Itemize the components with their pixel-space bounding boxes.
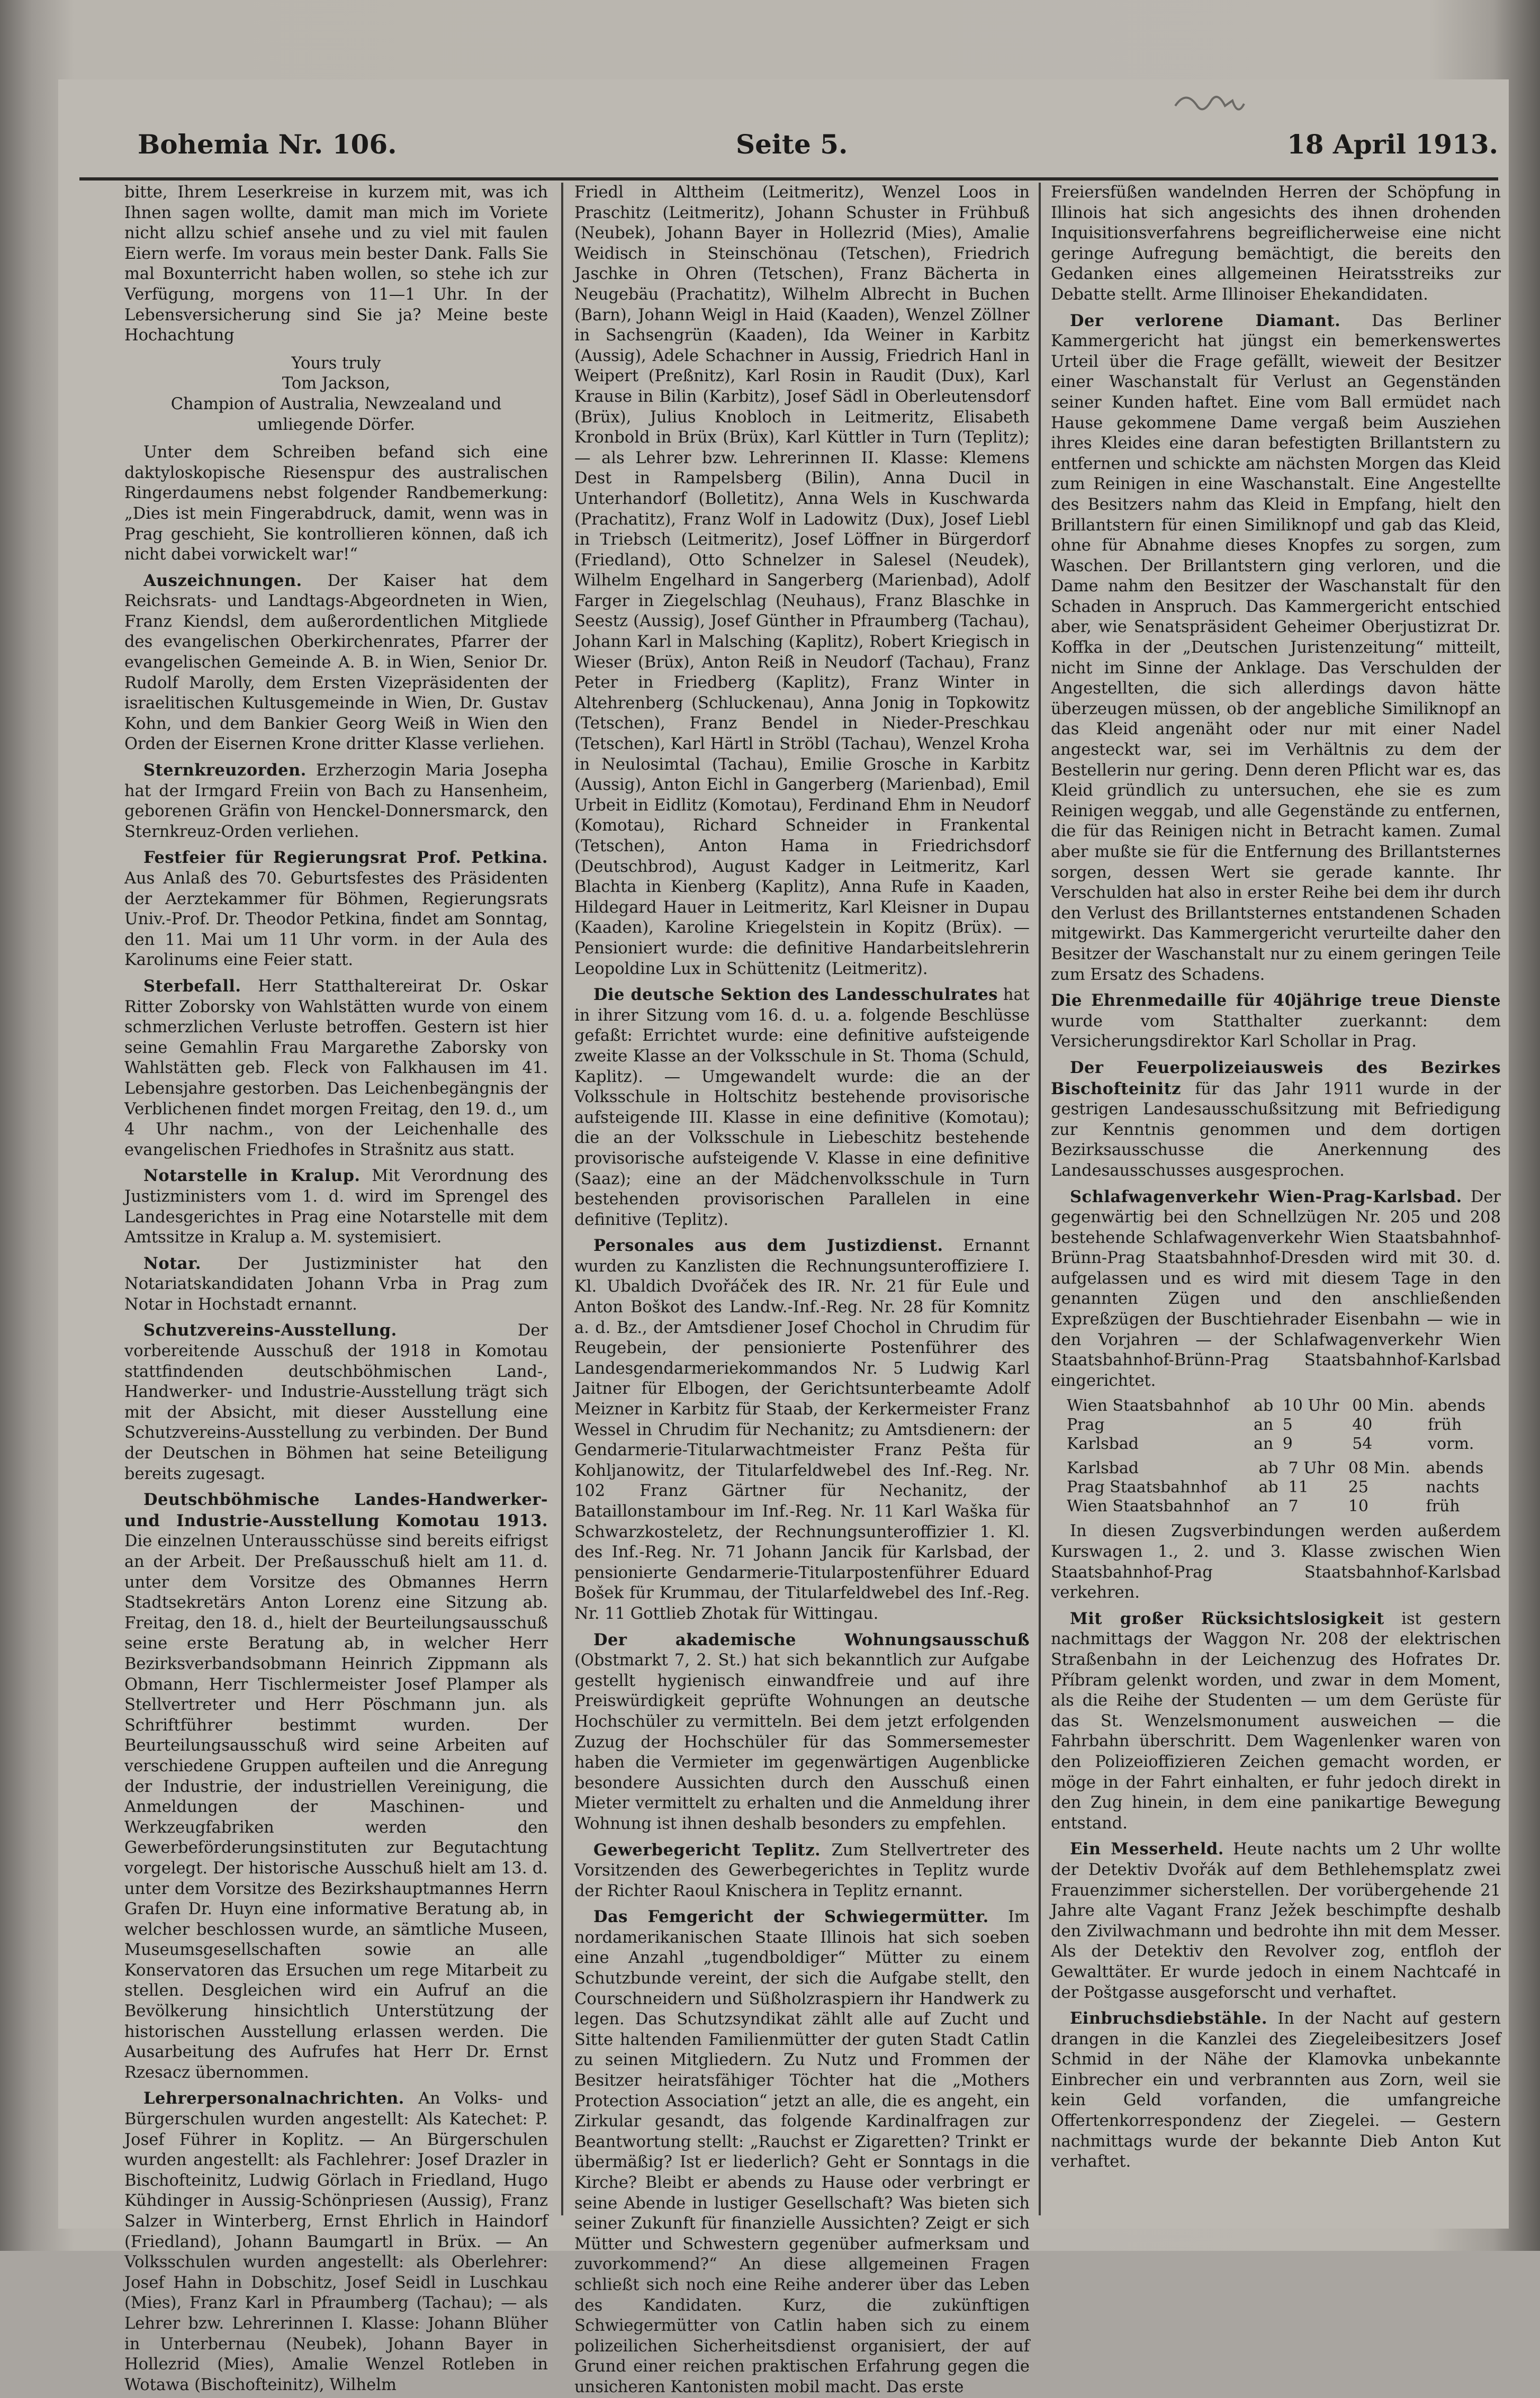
article-heading: Der Feuerpolizeiausweis des Bezirkes Bischofteinitz: [1051, 1058, 1501, 1098]
timetable-cell: ab: [1258, 1478, 1278, 1497]
timetable-cell: an: [1254, 1416, 1274, 1435]
timetable-row: [1064, 1459, 1496, 1478]
article-heading: Die Ehrenmedaille für 40jährige treue Dienste: [1051, 991, 1501, 1011]
header-rule: [79, 177, 1498, 181]
article-heading: Mit großer Rücksichtslosigkeit: [1070, 1609, 1384, 1628]
article-paragraph: [1051, 183, 1501, 305]
article-paragraph: [124, 2088, 548, 2395]
issue-date: 18 April 1913.: [1286, 129, 1498, 160]
article-body: Erzherzogin Maria Josepha hat der Irmgard Freiin von Bach zu Hansenheim, geborenen Gräfin von Henckel-Donnersmarck, den Sternkreuz-Orden verliehen.: [124, 761, 548, 841]
timetable-cell: 7 Uhr: [1288, 1459, 1335, 1478]
article-heading: Der akademische Wohnungsausschuß: [593, 1630, 1030, 1649]
article-body: Im nordamerikanischen Staate Illinois hat sich soeben eine Anzahl „tugendboldiger“ Mütter zu einem Schutzbunde vereint, der sich die Aufgabe stellt, den Courschneidern und Süßholzraspiern ihr Handwerk zu legen. Das Schutzsyndikat zählt alle auf Zucht und Sitte haltenden Familienmütter der guten Stadt Catlin zu seinen Mitgliedern. Zu Nutz und Frommen der Besitzer heiratsfähiger Töchter hat die „Mothers Protection Association“ jetzt an alle, die es angeht, ein Zirkular gesandt, das folgende Kardinalfragen zur Beantwortung stellt: „Rauchst er Zigaretten? Trinkt er übermäßig? Ist er liederlich? Geht er Sonntags in die Kirche? Bleibt er abends zu Hause oder verbringt er seine Abende in lustiger Gesellschaft? Was bieten sich seiner Zukunft für finanzielle Aussichten? Zeigt er sich Mütter und Schwestern gegenüber aufmerksam und zuvorkommend?“ An diese allgemeinen Fragen schließt sich noch eine Reihe anderer über das Leben des Kandidaten. Kurz, die zukünftigen Schwiegermütter von Catlin haben sich zu einem polizeilichen Sicherheitsdienst organisiert, der auf Grund einer reichen praktischen Erfahrung gegen die unsicheren Kantonisten mobil macht. Das erste: [574, 1908, 1030, 2396]
article-heading: Einbruchsdiebstähle.: [1070, 2009, 1267, 2029]
article-body: bitte, Ihrem Leserkreise in kurzem mit, was ich Ihnen sagen wollte, damit man mich im Voriete nicht allzu schief ansehe und zu viel mit faulen Eiern werfe. Im voraus mein bester Dank. Falls Sie mal Boxunterricht haben wollen, so stehe ich zur Verfügung, morgens von 11—1 Uhr. In der Lebensversicherung sind Sie ja? Meine beste Hochachtung: [124, 183, 548, 345]
article-body: An Volks- und Bürgerschulen wurden angestellt: Als Katechet: P. Josef Führer in Koplitz. — An Bürgerschulen wurden angestellt: als Fachlehrer: Josef Drazler in Bischofteinitz, Ludwig Görlach in Friedland, Hugo Kühdinger in Aussig-Schönpriesen (Aussig), Franz Salzer in Winterberg, Ernst Ehrlich in Haindorf (Friedland), Johann Baumgartl in Brüx. — An Volksschulen wurden angestellt: als Oberlehrer: Josef Hahn in Dobschitz, Josef Seidl in Luschkau (Mies), Franz Karl in Pfraumberg (Tachau); — als Lehrer bzw. Lehrerinnen I. Klasse: Johann Blüher in Unterbernau (Neubek), Johann Bayer in Hollezrid (Mies), Amalie Wenzel Rotleben in Wotawa (Bischofteinitz), Wilhelm: [124, 2089, 548, 2394]
column-divider: [561, 183, 563, 2215]
timetable-cell: nachts: [1426, 1478, 1480, 1497]
timetable-row: [1064, 1435, 1496, 1454]
column-1: [124, 183, 548, 2394]
column-2: [574, 183, 1030, 2396]
article-body: Der Justizminister hat den Notariatskandidaten Johann Vrba in Prag zum Notar in Hochstadt ernannt.: [124, 1254, 548, 1314]
timetable-cell: Wien Staatsbahnhof: [1067, 1396, 1229, 1416]
article-heading: Schutzvereins-Ausstellung.: [143, 1321, 397, 1340]
article-body: (Obstmarkt 7, 2. St.) hat sich bekanntlich zur Aufgabe gestellt hygienisch einwandfreie und auf ihre Preiswürdigkeit geprüfte Wohnungen an deutsche Hochschüler zu vermitteln. Bei dem jetzt erfolgenden Zuzug der Hochschüler für das Sommersemester haben die Vermieter im gegenwärtigen Augenblicke besondere Aussichten durch den Ausschuß einen Mieter vermittelt zu erhalten und die Anmeldung ihrer Wohnung ist ihnen deshalb besonders zu empfehlen.: [574, 1651, 1030, 1833]
article-paragraph: [1051, 1058, 1501, 1182]
timetable-cell: 40: [1352, 1416, 1373, 1435]
article-paragraph: [1051, 1609, 1501, 1834]
article-paragraph: [574, 1907, 1030, 2397]
article-paragraph: [124, 183, 548, 346]
article-heading: Der verlorene Diamant.: [1070, 311, 1341, 330]
article-paragraph: [1051, 1187, 1501, 1392]
page-number: Seite 5.: [736, 129, 848, 160]
timetable-row: [1064, 1396, 1496, 1416]
timetable-cell: Karlsbad: [1067, 1459, 1139, 1478]
article-paragraph: [1051, 990, 1501, 1052]
timetable-row: [1064, 1497, 1496, 1516]
article-paragraph: [1051, 311, 1501, 986]
article-body: Der Kaiser hat dem Reichsrats- und Landtags-Abgeordneten in Wien, Franz Kiendsl, dem außerordentlichen Mitgliede des evangelischen Oberkirchenrates, Pfarrer der evangelischen Gemeinde A. B. in Wien, Senior Dr. Rudolf Marolly, dem Ersten Vizepräsidenten der israelitischen Kultusgemeinde in Wien, Dr. Gustav Kohn, und dem Bankier Georg Weiß in Wien den Orden der Eisernen Krone dritter Klasse verliehen.: [124, 571, 548, 754]
article-body: Aus Anlaß des 70. Geburtsfestes des Präsidenten der Aerztekammer für Böhmen, Regierungsrats Univ.-Prof. Dr. Theodor Petkina, findet am Sonntag, den 11. Mai um 11 Uhr vorm. in der Aula des Karolinums eine Feier statt.: [124, 869, 548, 970]
timetable-row: [1064, 1478, 1496, 1497]
article-paragraph: [124, 976, 548, 1160]
article-body: Mit Verordnung des Justizministers vom 1. d. wird im Sprengel des Landesgerichtes in Prag eine Notarstelle mit dem Amtssitze in Kralup a. M. systemisiert.: [124, 1167, 548, 1247]
timetable-cell: an: [1254, 1435, 1274, 1454]
article-body: hat in ihrer Sitzung vom 16. d. u. a. folgende Beschlüsse gefaßt: Errichtet wurde: eine definitive aufsteigende zweite Klasse an der Volksschule in St. Thoma (Schuld, Kaplitz). — Umgewandelt wurde: die an der Volksschule in Holtschitz bestehende provisorische aufsteigende III. Klasse in eine definitive (Komotau); die an der Volksschule in Liebeschitz bestehende provisorische aufsteigende V. Klasse in eine definitive (Saaz); eine an der Mädchenvolksschule in Turn bestehenden provisorischen Parallelen in eine definitive (Teplitz).: [574, 986, 1030, 1229]
timetable-cell: 54: [1352, 1435, 1373, 1454]
timetable-cell: früh: [1426, 1497, 1460, 1516]
article-body: In der Nacht auf gestern drangen in die Kanzlei des Ziegeleibesitzers Josef Schmid in der Nähe der Klamovka unbekannte Einbrecher ein und verbrannten aus Zorn, weil sie kein Geld vorfanden, die umfangreiche Offertenkorrespondenz der Ziegelei. — Gestern nachmittags wurde der bekannte Dieb Anton Kut verhaftet.: [1051, 2009, 1501, 2171]
timetable-cell: früh: [1428, 1416, 1462, 1435]
article-heading: Die deutsche Sektion des Landesschulrates: [593, 985, 998, 1005]
paper-title: Bohemia Nr. 106.: [138, 129, 397, 160]
article-heading: Deutschböhmische Landes-Handwerker- und Industrie-Ausstellung Komotau 1913.: [124, 1490, 548, 1530]
article-body: Freiersfüßen wandelnden Herren der Schöpfung in Illinois hat sich angesichts des ihnen drohenden Inquisitionsverfahrens begreiflicherweise eine nicht geringe Aufregung bemächtigt, die bereits den Gedanken eines allgemeinen Heiratsstreiks zur Debatte stellt. Arme Illinoiser Ehekandidaten.: [1051, 183, 1501, 304]
masthead: [79, 119, 1498, 172]
article-heading: Sternkreuzorden.: [143, 761, 307, 780]
timetable-cell: 11: [1288, 1478, 1309, 1497]
timetable-cell: ab: [1254, 1396, 1274, 1416]
article-body: Der vorbereitende Ausschuß der 1918 in Komotau stattfindenden deutschböhmischen Land-, Handwerker- und Industrie-Ausstellung trägt sich mit der Absicht, mit dieser Ausstellung eine Schutzvereins-Ausstellung zu verbinden. Der Bund der Deutschen in Böhmen hat seine Beteiligung bereits zugesagt.: [124, 1321, 548, 1483]
article-paragraph: [124, 1166, 548, 1248]
article-heading: Ein Messerheld.: [1070, 1840, 1224, 1859]
column-divider: [1039, 183, 1041, 2215]
timetable-cell: 9: [1282, 1435, 1293, 1454]
article-body: Heute nachts um 2 Uhr wollte der Detektiv Dvořák auf dem Bethlehemsplatz zwei Frauenzimmer sicherstellen. Der vorübergehende 21 Jahre alte Vagant Franz Ježek beschimpfte deshalb den Zivilwachmann und bedrohte ihn mit dem Messer. Als der Detektiv den Revolver zog, entfloh der Gewalttäter. Er wurde jedoch in einem Nachtcafé in der Poštgasse ausgeforscht und verhaftet.: [1051, 1840, 1501, 2002]
article-paragraph: [1051, 1839, 1501, 2003]
article-paragraph: [574, 1236, 1030, 1624]
article-paragraph: [124, 848, 548, 971]
article-heading: Sterbefall.: [143, 976, 241, 996]
article-paragraph: [1051, 2008, 1501, 2172]
article-body: Herr Statthaltereirat Dr. Oskar Ritter Zoborsky von Wahlstätten wurde von einem schmerzlichen Verluste betroffen. Gestern ist hier seine Gemahlin Frau Margarethe Zaborsky von Wahlstätten geb. Fleck von Falkhausen im 41. Lebensjahre gestorben. Das Leichenbegängnis der Verblichenen findet morgen Freitag, den 19. d., um 4 Uhr nachm., von der Leichenhalle des evangelischen Friedhofes in Strašnitz aus statt.: [124, 977, 548, 1159]
article-body: wurde vom Statthalter zuerkannt: dem Versicherungsdirektor Karl Schollar in Prag.: [1051, 1012, 1501, 1051]
timetable-cell: 08 Min.: [1348, 1459, 1410, 1478]
article-body: Friedl in Alttheim (Leitmeritz), Wenzel Loos in Praschitz (Leitmeritz), Johann Schuster in Frühbuß (Neubek), Johann Bayer in Hollezrid (Mies), Amalie Weidisch in Steinschönau (Tetschen), Friedrich Jaschke in Ohren (Tetschen), Franz Bächerta in Neugebäu (Prachatitz), Wilhelm Albrecht in Buchen (Barn), Johann Weigl in Haid (Kaaden), Wenzel Zöllner in Sachsengrün (Kaaden), Ida Weiner in Karbitz (Aussig), Adele Schachner in Aussig, Friedrich Hanl in Weipert (Preßnitz), Karl Rosin in Raudit (Dux), Karl Krause in Bilin (Karbitz), Josef Sädl in Oberleutensdorf (Brüx), Julius Knobloch in Leitmeritz, Elisabeth Kronbold in Brüx (Brüx), Karl Küttler in Turn (Teplitz); — als Lehrer bzw. Lehrerinnen II. Klasse: Klemens Dest in Rampelsberg (Bilin), Anna Ducil in Unterhandorf (Bolletitz), Anna Wels in Kuschwarda (Prachatitz), Franz Wolf in Ladowitz (Dux), Josef Liebl in Triebsch (Leitmeritz), Josef Löffner in Bürgerdorf (Friedland), Otto Schnelzer in Salesel (Neudek), Wilhelm Engelhard in Sangerberg (Marienbad), Adolf Farger in Ziegelschlag (Neuhaus), Franz Blaschke in Seestz (Aussig), Josef Günther in Pfraumberg (Tachau), Johann Karl in Malsching (Kaplitz), Robert Kriegisch in Wieser (Brüx), Anton Reiß in Neudorf (Tachau), Franz Peter in Friedberg (Kaplitz), Franz Winter in Altehrenberg (Schluckenau), Anna Jonig in Topkowitz (Tetschen), Franz Bendel in Nieder-Preschkau (Tetschen), Karl Härtl in Ströbl (Tachau), Wenzel Kroha in Neulosimtal (Tachau), Emilie Grosche in Karbitz (Aussig), Anton Eichl in Gangerberg (Marienbad), Emil Urbeit in Eidlitz (Komotau), Ferdinand Ehm in Neudorf (Komotau), Richard Schneider in Frankental (Tetschen), Anton Hama in Friedrichsdorf (Deutschbrod), August Kadger in Leitmeritz, Karl Blachta in Kienberg (Kaplitz), Anna Rufe in Kaaden, Hildegard Hauer in Leitmeritz, Karl Kleisner in Dupau (Kaaden), Karoline Kriegelstein in Kopitz (Brüx). — Pensioniert wurde: die definitive Handarbeitslehrerin Leopoldine Lux in Schüttenitz (Leitmeritz).: [574, 183, 1030, 978]
article-paragraph: [124, 571, 548, 755]
article-heading: Gewerbegericht Teplitz.: [593, 1840, 821, 1860]
article-paragraph: [124, 760, 548, 842]
timetable-cell: 7: [1288, 1497, 1299, 1516]
timetable-cell: 10 Uhr: [1282, 1396, 1339, 1416]
article-paragraph: [574, 1840, 1030, 1902]
article-heading: Festfeier für Regierungsrat Prof. Petkina.: [143, 848, 548, 868]
article-heading: Auszeichnungen.: [143, 571, 302, 590]
timetable-cell: an: [1258, 1497, 1278, 1516]
article-paragraph: [574, 985, 1030, 1230]
article-heading: Schlafwagenverkehr Wien-Prag-Karlsbad.: [1070, 1187, 1462, 1206]
article-body: Die einzelnen Unterausschüsse sind bereits eifrigst an der Arbeit. Der Preßausschuß hielt am 11. d. unter dem Vorsitze des Obmannes Herrn Stadtsekretärs Anton Lorenz eine Sitzung ab. Freitag, den 18. d., hielt der Beurteilungsausschuß seine erste Beratung ab, in welcher Herr Bezirksverbandsobmann Heinrich Zippmann als Obmann, Herr Tischlermeister Josef Plamper als Stellvertreter und Herr Pöschmann jun. als Schriftführer bestimmt wurden. Der Beurteilungsausschuß wird seine Arbeiten auf verschiedene Gruppen aufteilen und die Anregung der Industrie, der industriellen Vereinigung, die Anmeldungen der Maschinen- und Werkzeugfabriken werden den Gewerbeförderungsinstituten zur Begutachtung vorgelegt. Der historische Ausschuß hielt am 13. d. unter dem Vorsitze des Bezirkshauptmannes Herrn Grafen Dr. Huyn eine informative Beratung ab, in welcher beschlossen wurde, an sämtliche Museen, Museumsgesellschaften sowie an alle Konservatoren das Ersuchen um rege Mitarbeit zu stellen. Desgleichen wird ein Aufruf an die Bevölkerung hinsichtlich Unterstützung der historischen Ausstellung erlassen werden. Die Ausarbeitung des Aufrufes hat Herr Dr. Ernst Rzesacz übernommen.: [124, 1532, 548, 2082]
timetable-cell: Karlsbad: [1067, 1435, 1139, 1454]
timetable: [1064, 1396, 1496, 1454]
timetable-cell: ab: [1258, 1459, 1278, 1478]
timetable-cell: 00 Min.: [1352, 1396, 1415, 1416]
timetable-cell: Wien Staatsbahnhof: [1067, 1497, 1229, 1516]
timetable-cell: vorm.: [1428, 1435, 1474, 1454]
article-body: ist gestern nachmittags der Waggon Nr. 208 der elektrischen Straßenbahn in der Leichenzug des Hofrates Dr. Příbram gelenkt worden, und zwar in dem Moment, als die Reihe der Studenten — um dem Gerüste für das St. Wenzelsmonument ausweichen — die Fahrbahn überschritt. Dem Wagenlenker waren von den Polizeioffizieren Zeichen gemacht worden, er möge in der Fahrt einhalten, er fuhr jedoch direkt in den Zug hinein, in dem eine panikartige Bewegung entstand.: [1051, 1609, 1501, 1833]
article-body: Unter dem Schreiben befand sich eine daktyloskopische Riesenspur des australischen Ringerdaumens nebst folgender Randbemerkung: „Dies ist mein Fingerabdruck, damit, wenn was in Prag geschieht, Sie kontrollieren können, daß ich nicht dabei vorwickelt war!“: [124, 443, 548, 564]
timetable-row: [1064, 1416, 1496, 1435]
article-paragraph: [124, 1320, 548, 1484]
article-heading: Das Femgericht der Schwiegermütter.: [593, 1907, 989, 1927]
timetable-cell: 25: [1348, 1478, 1369, 1497]
column-3: [1051, 183, 1501, 2215]
article-body: Das Berliner Kammergericht hat jüngst ein bemerkenswertes Urteil über die Frage gefällt, wieweit der Besitzer einer Waschanstalt für Verlust an Gegenständen seiner Kunden haftet. Eine vom Ball ermüdet nach Hause gekommene Dame vergaß beim Ausziehen ihres Kleides eine daran befestigten Brillantstern zu entfernen und schickte am nächsten Morgen das Kleid zum Reinigen in eine Waschanstalt. Eine Angestellte des Besitzers nahm das Kleid in Empfang, hielt den Brillantstern für einen Similiknopf und gab das Kleid, ohne für Abnahme dieses Knopfes zu sorgen, zum Waschen. Der Brillantstern ging verloren, und die Dame nahm den Besitzer der Waschanstalt für den Schaden in Anspruch. Das Kammergericht entschied aber, wie Senatspräsident Geheimer Oberjustizrat Dr. Koffka in der „Deutschen Juristenzeitung“ mitteilt, nicht im Sinne der Anklage. Das Verschulden der Angestellten, die sich allerdings davon hätte überzeugen müssen, ob der angebliche Similiknopf an das Kleid angenäht oder nur mit einer Nadel angesteckt war, sei im Verhältnis zu dem der Bestellerin nur gering. Denn deren Pflicht war es, das Kleid gründlich zu untersuchen, ehe sie es zum Reinigen weggab, und alle Gegenstände zu entfernen, die für das Reinigen nicht in Betracht kamen. Zumal aber mußte sie für die Entfernung des Brillantsternes sorgen, dessen Wert sie gerade kannte. Ihr Verschulden hat also in erster Reihe bei dem ihr durch den Verlust des Brillantsternes entstandenen Schaden mitgewirkt. Das Kammergericht verurteilte daher den Besitzer der Waschanstalt nur zu einem geringen Teile zum Ersatz des Schadens.: [1051, 311, 1501, 984]
article-body: In diesen Zugsverbindungen werden außerdem Kurswagen 1., 2. und 3. Klasse zwischen Wien Staatsbahnhof-Prag Staatsbahnhof-Karlsbad verkehren.: [1051, 1522, 1501, 1602]
timetable-cell: Prag: [1067, 1416, 1105, 1435]
article-body: Ernannt wurden zu Kanzlisten die Rechnungsunteroffiziere I. Kl. Ubaldich Dvořáček des IR. Nr. 21 für Eule und Anton Boškot des Landw.-Inf.-Reg. Nr. 28 für Komnitz a. d. Bz., der Amtsdiener Josef Chochol in Chrudim für Reugebein, der pensionierte Postenführer des Landesgendarmeriekommandos Nr. 5 Ludwig Karl Jaitner für Elbogen, der Gerichtsunterbeamte Adolf Meizner in Karbitz für Staab, der Kerkermeister Franz Wessel in Chrudim für Nechanitz; zu Amtsdienern: der Gendarmerie-Titularwachtmeister Franz Pešta für Kohljanowitz, der Titularfeldwebel des Inf.-Reg. Nr. 102 Franz Gärtner für Nechanitz, der Bataillonstambour im Inf.-Reg. Nr. 11 Karl Waška für Schwarzkosteletz, der Rechnungsunteroffizier 1. Kl. des Inf.-Reg. Nr. 71 Johann Jancik für Karlsbad, der pensionierte Gendarmerie-Titularpostenführer Eduard Bošek für Krummau, der Titularfeldwebel des Inf.-Reg. Nr. 11 Gottlieb Zhotak für Wittingau.: [574, 1237, 1030, 1623]
article-heading: Personales aus dem Justizdienst.: [593, 1236, 943, 1256]
article-body: für das Jahr 1911 wurde in der gestrigen Landesausschußsitzung mit Befriedigung zur Kenntnis genommen und dem dortigen Bezirksausschusse die Anerkennung des Landesausschusses ausgesprochen.: [1051, 1079, 1501, 1180]
article-heading: Notar.: [143, 1254, 201, 1273]
article-paragraph: [574, 183, 1030, 979]
article-body: Der gegenwärtig bei den Schnellzügen Nr. 205 und 208 bestehende Schlafwagenverkehr Wien Staatsbahnhof-Brünn-Prag Staatsbahnhof-Dresden wird mit 30. d. aufgelassen und es wird mit diesem Tage in den genannten Zügen und den anschließenden Expreßzügen der Buschtiehrader Eisenbahn — wie in den Vorjahren — der Schlafwagenverkehr Wien Staatsbahnhof-Brünn-Prag Staatsbahnhof-Karlsbad eingerichtet.: [1051, 1187, 1501, 1390]
timetable-cell: abends: [1426, 1459, 1484, 1478]
article-paragraph: [124, 443, 548, 565]
article-paragraph: [574, 1630, 1030, 1835]
article-paragraph: [124, 1254, 548, 1315]
article-heading: Notarstelle in Kralup.: [143, 1166, 361, 1186]
timetable-cell: 5: [1282, 1416, 1293, 1435]
letter-signature: Yours truly Tom Jackson, Champion of Australia, Newzealand und umliegende Dörfer.: [170, 354, 502, 434]
article-paragraph: [1051, 1521, 1501, 1603]
article-heading: Lehrerpersonalnachrichten.: [143, 2089, 404, 2108]
timetable-cell: abends: [1428, 1396, 1485, 1416]
timetable-cell: 10: [1348, 1497, 1369, 1516]
timetable: [1064, 1459, 1496, 1516]
timetable-cell: Prag Staatsbahnhof: [1067, 1478, 1227, 1497]
article-body: Zum Stellvertreter des Vorsitzenden des Gewerbegerichtes in Teplitz wurde der Richter Raoul Knischera in Teplitz ernannt.: [574, 1841, 1030, 1900]
article-paragraph: [124, 1490, 548, 2083]
